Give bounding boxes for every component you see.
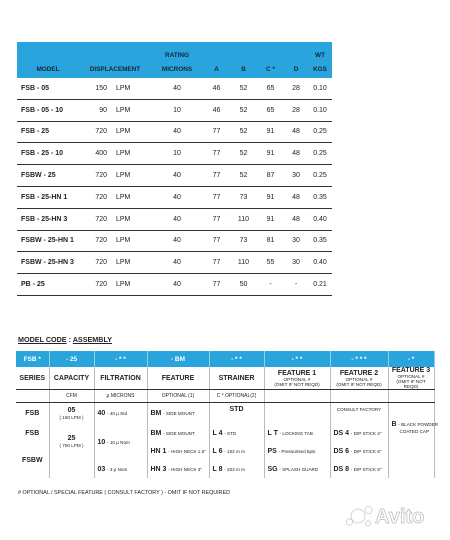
a-cell: 77 [203,121,230,143]
spec-header-a: A [203,60,230,78]
displacement-cell: 400 [79,143,113,165]
rating-cell: 40 [151,252,203,274]
unit-capacity: CFM [49,390,94,403]
b-cell: 110 [230,208,257,230]
rating-cell: 40 [151,78,203,99]
spec-header-d: D [284,60,308,78]
table-row [17,230,332,252]
header-capacity: CAPACITY [49,367,94,390]
table-row [17,99,332,121]
header-feature3: FEATURE 3 OPTIONAL # (OMIT IF NOT REQD) [388,367,434,390]
unit-feature: OPTIONAL (1) [147,390,209,403]
b-cell: 73 [230,186,257,208]
unit-cell: LPM [113,99,151,121]
unit-filtration: μ MICRONS [94,390,147,403]
wt-cell: 0.35 [308,186,332,208]
unit-strainer: C * OPTIONAL(2) [209,390,264,403]
footnote: # OPTIONAL / SPECIAL FEATURE ( CONSULT FACTORY ) - OMIT IF NOT REQUIRED [18,490,231,496]
rating-cell: 10 [151,99,203,121]
wt-cell: 0.40 [308,208,332,230]
displacement-cell: 720 [79,186,113,208]
model-cell: FSBW - 25-HN 1 [17,230,79,252]
header-feature1: FEATURE 1 OPTIONAL # (OMIT IF NOT REQD) [264,367,330,390]
table-row [17,143,332,165]
c-cell: 81 [257,230,284,252]
d-cell: 30 [284,230,308,252]
c-cell: 91 [257,121,284,143]
d-cell: 48 [284,143,308,165]
rating-cell: 10 [151,143,203,165]
spec-header-kgs: KGS [308,60,332,78]
b-cell: 50 [230,274,257,296]
unit-cell: LPM [113,274,151,296]
rating-cell: 40 [151,186,203,208]
table-row [17,274,332,296]
d-cell: 28 [284,78,308,99]
a-cell: 46 [203,78,230,99]
displacement-cell: 720 [79,230,113,252]
d-cell: 48 [284,208,308,230]
header-filtration: FILTRATION [94,367,147,390]
a-cell: 77 [203,186,230,208]
model-cell: FSB - 25 - 10 [17,143,79,165]
spec-header-b: B [230,60,257,78]
spec-header-microns: MICRONS [151,60,203,78]
code-strainer: - * * [209,351,264,367]
model-cell: FSBW - 25-HN 3 [17,252,79,274]
table-row [17,252,332,274]
unit-cell: LPM [113,230,151,252]
a-cell: 77 [203,274,230,296]
c-cell: - [257,274,284,296]
series-fsb: FSB [25,410,40,417]
unit-cell: LPM [113,78,151,99]
spec-header-blank [17,42,79,60]
wt-cell: 0.35 [308,230,332,252]
wt-cell: 0.25 [308,121,332,143]
model-cell: FSB - 05 [17,78,79,99]
a-cell: 77 [203,143,230,165]
d-cell: 30 [284,165,308,187]
displacement-cell: 720 [79,252,113,274]
unit-cell: LPM [113,143,151,165]
header-row [16,367,434,390]
table-row [17,208,332,230]
d-cell: 48 [284,186,308,208]
a-cell: 77 [203,230,230,252]
wt-cell: 0.25 [308,165,332,187]
unit-cell: LPM [113,252,151,274]
header-series: SERIES [16,367,49,390]
unit-cell: LPM [113,165,151,187]
table-row [17,121,332,143]
model-code-title: MODEL CODE : ASSEMBLY [18,335,113,344]
wt-cell: 0.40 [308,252,332,274]
displacement-cell: 720 [79,274,113,296]
c-cell: 91 [257,186,284,208]
model-code-table: FSB * - 25 - * * - BM - * * - * * - * * * - * SERIES CAPACITY FILTRATION FEATURE STRAINER FEATURE 1 OPTIONAL # (OMIT IF NOT REQD) FEATURE 2 OPTIONAL # (OMIT IF NOT REQD) FEATURE 3 OPTIONAL # (OMIT IF NOT REQD) CFM μ MICRONS OPTIONAL (1) C * OPTIONAL(2) FSB 05 ( 150 LPM ) 40 - 40 μ Std BM - SIDE MOUNT STD CONSULT FACTORY B - BLACK POWDER COATED CAP FSB 25 ( 750 LPM ) 10 - 10 μ Nom BM - SIDE MOUNT L 4 - STD L T - LOCKING TAB DS 4 - DIP STICK 4" FSBW HN 1 - HIGH NECK 1.5" L 6 - 152 m m PS - Pressurised 5psi DS 6 - DIP STICK 6" 03 - 3 μ Nom HN 3 - HIGH NECK 3" L 8 - 203 m m SG - SPLASH GUARD DS 8 - DIP STICK 8" [16,351,435,478]
spec-header-blank [79,42,151,60]
code-series: FSB * [16,351,49,367]
code-capacity: - 25 [49,351,94,367]
wt-cell: 0.21 [308,274,332,296]
table-row: FSBW HN 1 - HIGH NECK 1.5" L 6 - 152 m m PS - Pressurised 5psi DS 6 - DIP STICK 6" [16,442,434,460]
c-cell: 91 [257,208,284,230]
model-cell: FSB - 25-HN 3 [17,208,79,230]
model-cell: FSBW - 25 [17,165,79,187]
table-row [17,186,332,208]
rating-cell: 40 [151,121,203,143]
code-row [16,351,434,367]
header-feature: FEATURE [147,367,209,390]
b-cell: 52 [230,165,257,187]
displacement-cell: 720 [79,208,113,230]
code-feature: - BM [147,351,209,367]
avito-logo-icon [345,503,440,529]
displacement-cell: 150 [79,78,113,99]
c-cell: 55 [257,252,284,274]
table-row: 03 - 3 μ Nom HN 3 - HIGH NECK 3" L 8 - 203 m m SG - SPLASH GUARD DS 8 - DIP STICK 8" [16,460,434,478]
model-cell: FSB - 25-HN 1 [17,186,79,208]
table-row: FSB 25 ( 750 LPM ) 10 - 10 μ Nom BM - SIDE MOUNT L 4 - STD L T - LOCKING TAB DS 4 - DIP STICK 4" [16,424,434,442]
a-cell: 77 [203,165,230,187]
model-cell: FSB - 05 - 10 [17,99,79,121]
unit-cell: LPM [113,121,151,143]
rating-cell: 40 [151,208,203,230]
displacement-cell: 90 [79,99,113,121]
spec-header-wt: WT [308,42,332,60]
table-row [17,165,332,187]
header-feature2: FEATURE 2 OPTIONAL # (OMIT IF NOT REQD) [330,367,388,390]
spec-header-rating: RATING [151,42,203,60]
code-feature1: - * * [264,351,330,367]
spec-table [17,42,332,296]
code-feature2: - * * * [330,351,388,367]
rating-cell: 40 [151,230,203,252]
b-cell: 52 [230,121,257,143]
spec-header-c: C * [257,60,284,78]
model-cell: FSB - 25 [17,121,79,143]
a-cell: 46 [203,99,230,121]
b-cell: 52 [230,99,257,121]
code-feature3: - * [388,351,434,367]
b-cell: 52 [230,143,257,165]
b-cell: 52 [230,78,257,99]
displacement-cell: 720 [79,121,113,143]
unit-cell: LPM [113,208,151,230]
a-cell: 77 [203,252,230,274]
d-cell: 28 [284,99,308,121]
c-cell: 91 [257,143,284,165]
spec-header-displacement: DISPLACEMENT [79,60,151,78]
c-cell: 65 [257,99,284,121]
b-cell: 73 [230,230,257,252]
c-cell: 65 [257,78,284,99]
header-strainer: STRAINER [209,367,264,390]
units-row [16,390,434,403]
wt-cell: 0.10 [308,78,332,99]
code-filtration: - * * [94,351,147,367]
svg-text:Avito: Avito [375,506,425,528]
rating-cell: 40 [151,165,203,187]
d-cell: - [284,274,308,296]
d-cell: 30 [284,252,308,274]
table-row [17,78,332,99]
model-cell: PB - 25 [17,274,79,296]
b-cell: 110 [230,252,257,274]
spec-header-model: MODEL [17,60,79,78]
rating-cell: 40 [151,274,203,296]
unit-cell: LPM [113,186,151,208]
a-cell: 77 [203,208,230,230]
wt-cell: 0.10 [308,99,332,121]
displacement-cell: 720 [79,165,113,187]
c-cell: 87 [257,165,284,187]
d-cell: 48 [284,121,308,143]
wt-cell: 0.25 [308,143,332,165]
avito-watermark [345,503,440,529]
